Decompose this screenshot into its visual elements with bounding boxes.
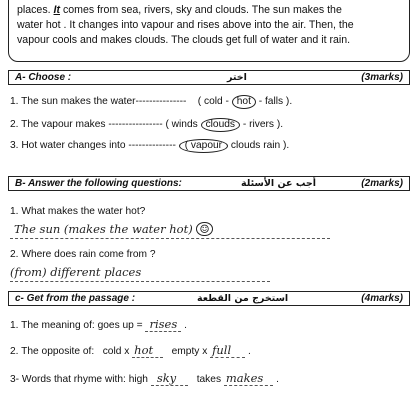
question-a1: 1. The sun makes the water--------------- ( cold - hot - falls ). [10, 96, 293, 107]
section-c-header: c- Get from the passage : استخرج من القطعة (4marks) [8, 291, 410, 306]
question-a3: 3. Hot water changes into -------------- ( vapour clouds rain ). [10, 140, 290, 151]
answer-b1: The sun (makes the water hot) ☺ [14, 222, 213, 236]
question-b1: 1. What makes the water hot? [10, 206, 146, 217]
answer-circle: hot [232, 95, 256, 109]
question-a2: 2. The vapour makes ---------------- ( winds clouds - rivers ). [10, 119, 284, 130]
smiley-icon: ☺ [196, 222, 212, 236]
question-c3: 3- Words that rhyme with: high sky takes makes . [10, 371, 279, 385]
passage-line-1: places. It comes from sea, rivers, sky and clouds. The sun makes the [17, 4, 342, 16]
answer-line [10, 238, 330, 239]
section-b-header: B- Answer the following questions: أجب عن الأسئلة (2marks) [8, 176, 410, 191]
passage-line-3: vapour cools and makes clouds. The clouds get full of water and it rain. [17, 34, 351, 46]
question-c1: 1. The meaning of: goes up = rises . [10, 317, 187, 331]
answer-circle: clouds [201, 118, 240, 132]
question-b2: 2. Where does rain come from ? [10, 249, 156, 260]
passage-line-2: water hot . It changes into vapour and rises above into the air. Then, the [17, 19, 354, 31]
section-a-header: A- Choose : اختر (3marks) [8, 70, 410, 85]
answer-b2: (from) different places [10, 265, 142, 279]
answer-line [10, 281, 270, 282]
question-c2: 2. The opposite of: cold x hot empty x full . [10, 343, 251, 357]
answer-circle: ( vapour [179, 139, 228, 153]
reading-passage [8, 0, 410, 62]
